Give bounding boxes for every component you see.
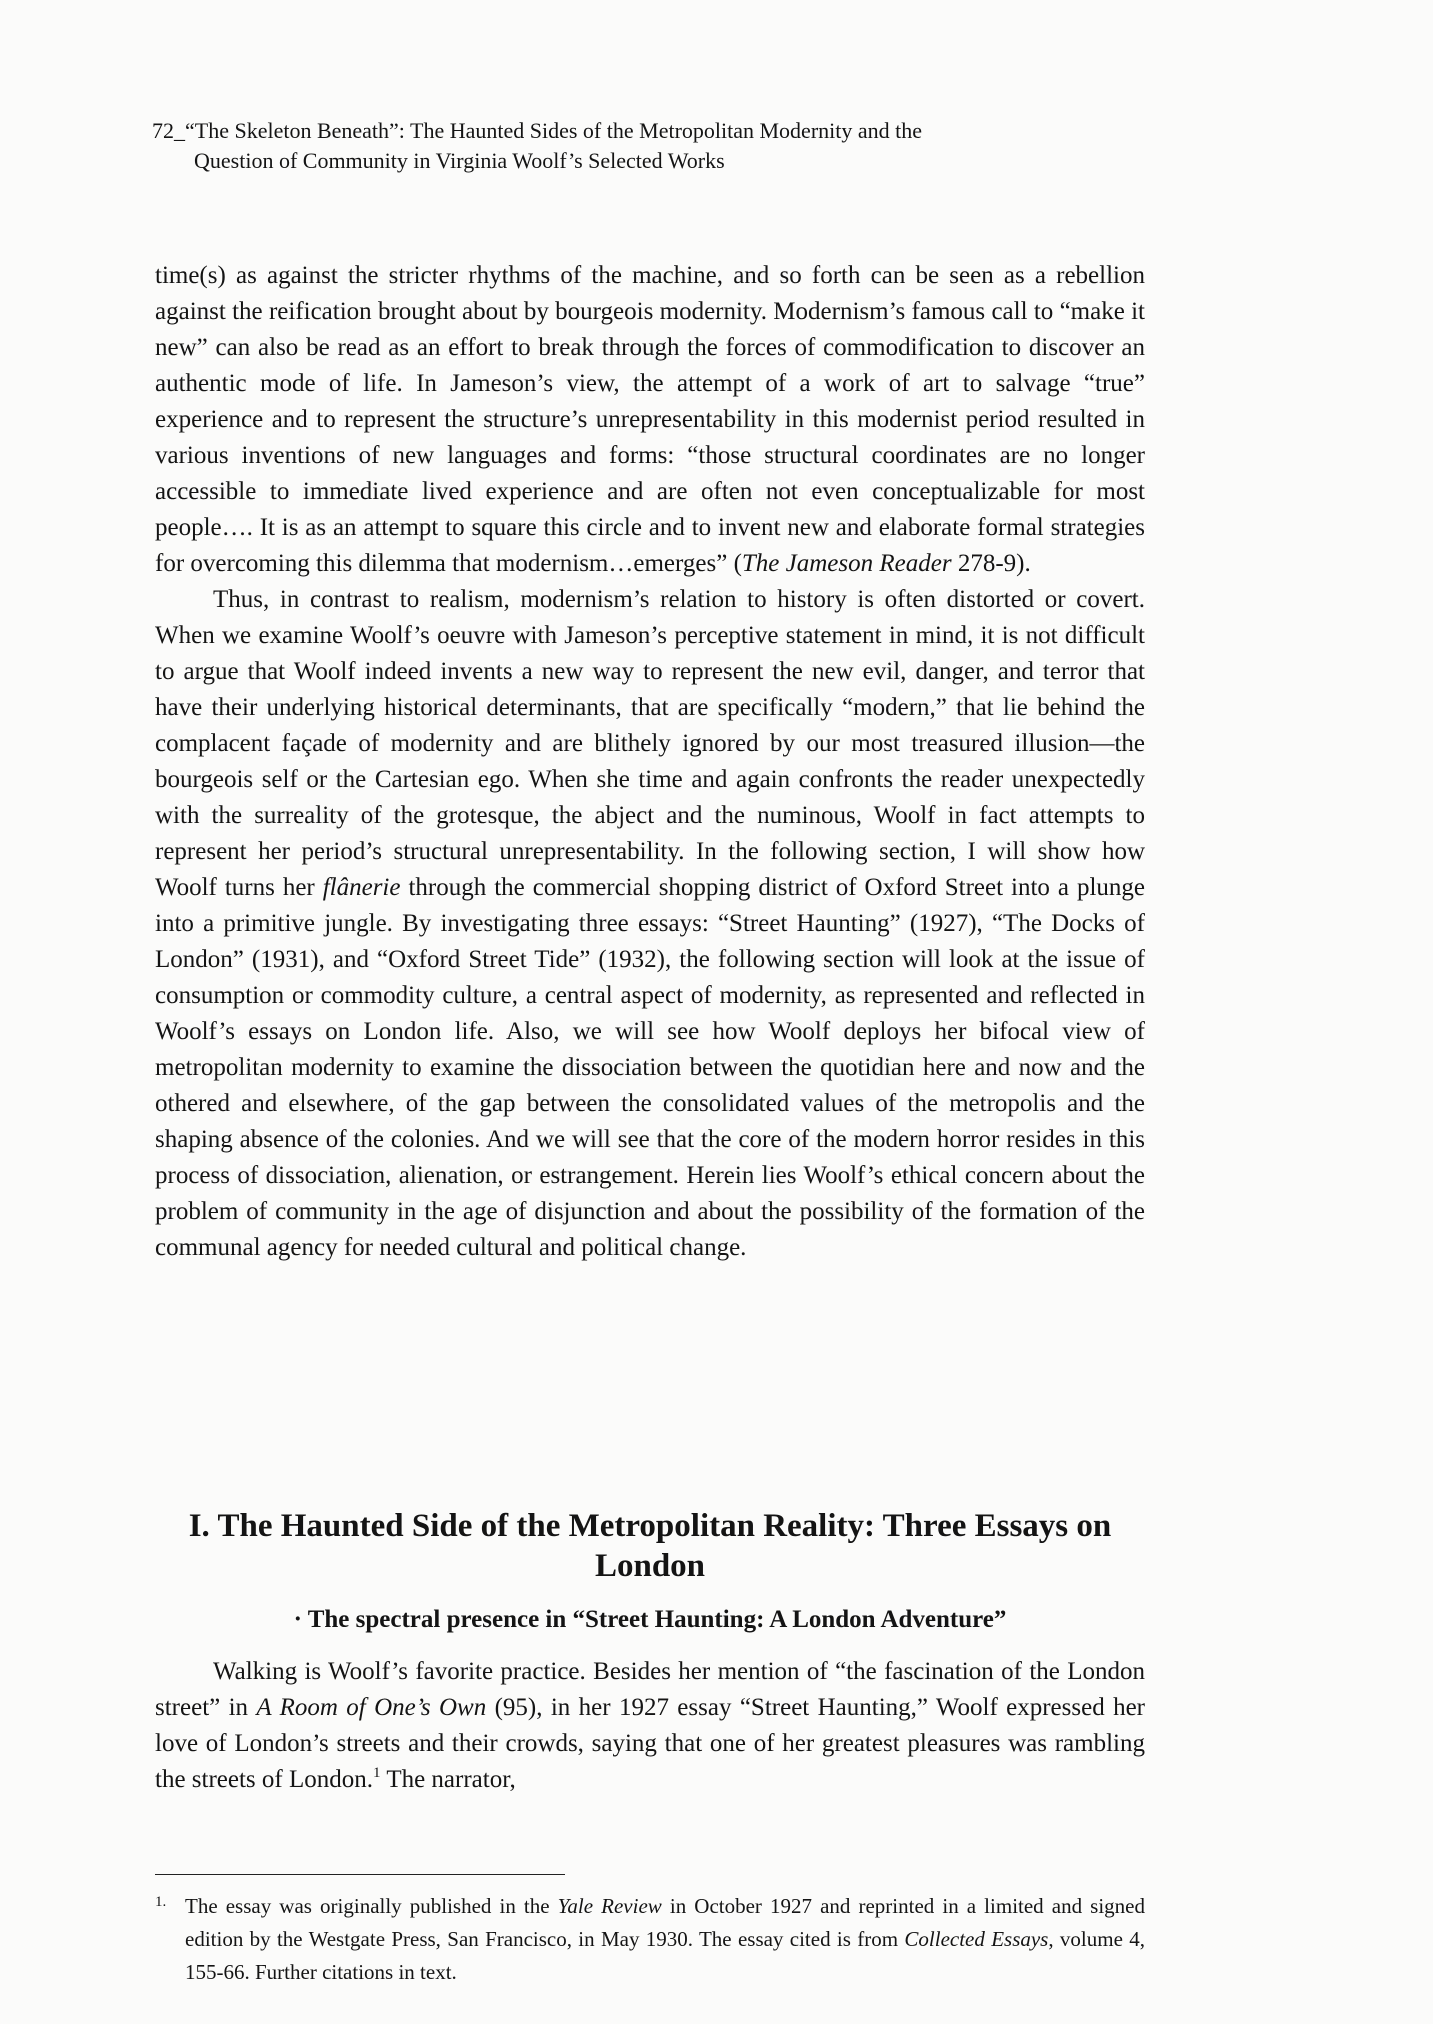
subsection-heading: · The spectral presence in “Street Haunting: A London Adventure” xyxy=(293,1606,1007,1633)
book-title: A Room of One’s Own xyxy=(256,1694,487,1721)
running-head-line-1: 72_“The Skeleton Beneath”: The Haunted Sides of the Metropolitan Modernity and the xyxy=(152,118,923,143)
journal-title: Yale Review xyxy=(557,1894,662,1918)
paragraph-text: (95), in her 1927 essay “Street Haunting,” Woolf expressed her love of London’s streets and their crowds, saying that one of her greatest pleasures was rambling the streets of London. xyxy=(155,1694,1145,1793)
paragraph-text: through the commercial shopping district of Oxford Street into a plunge into a primitive jungle. By investigating three essays: “Street Haunting” (1927), “The Docks of London” (1931), and “Oxford Street Tide” (1932), the following section will look at the issue of consumption or commodity culture, a central aspect of modernity, as represented and reflected in Woolf’s essays on London life. Also, we will see how Woolf deploys her bifocal view of metropolitan modernity to examine the dissociation between the quotidian here and now and the othered and elsewhere, of the gap between the consolidated values of the metropolis and the shaping absence of the colonies. And we will see that the core of the modern horror resides in this process of dissociation, alienation, or estrangement. Herein lies Woolf’s ethical concern about the problem of community in the age of disjunction and about the possibility of the formation of the communal agency for needed cultural and political change. xyxy=(155,874,1145,1261)
footnote-text: , volume 4, 155-66. Further citations in text. xyxy=(185,1927,1146,1984)
paragraph-text: Thus, in contrast to realism, modernism’s relation to history is often distorted or covert. When we examine Woolf’s oeuvre with Jameson’s perceptive statement in mind, it is not difficult to argue that Woolf indeed invents a new way to represent the new evil, danger, and terror that have their underlying historical determinants, that are specifically “modern,” that lie behind the complacent façade of modernity and are blithely ignored by our most treasured illusion—the bourgeois self or the Cartesian ego. When she time and again confronts the reader unexpectedly with the surreality of the grotesque, the abject and the numinous, Woolf in fact attempts to represent her period’s structural unrepresentability. In the following section, I will show how Woolf turns her xyxy=(155,586,1145,901)
paragraph xyxy=(155,1654,1145,1798)
citation-title: The Jameson Reader xyxy=(741,550,952,577)
paragraph-text: 278-9). xyxy=(951,550,1031,577)
collection-title: Collected Essays xyxy=(904,1927,1049,1951)
paragraph-text: time(s) as against the stricter rhythms of the machine, and so forth can be seen as a rebellion against the reification brought about by bourgeois modernity. Modernism’s famous call to “make it new” can also be read as an effort to break through the forces of commodification to discover an authentic mode of life. In Jameson’s view, the attempt of a work of art to salvage “true” experience and to represent the structure’s unrepresentability in this modernist period resulted in various inventions of new languages and forms: “those structural coordinates are no longer accessible to immediate lived experience and are often not even conceptualizable for most people…. It is as an attempt to square this circle and to invent new and elaborate formal strategies for overcoming this dilemma that modernism…emerges” ( xyxy=(155,262,1145,577)
paragraph-text: Walking is Woolf’s favorite practice. Besides her mention of “the fascination of the London street” in xyxy=(155,1658,1145,1721)
running-head xyxy=(152,116,1152,176)
paragraph-continuation xyxy=(155,258,1145,582)
running-head-line-2: Question of Community in Virginia Woolf’s Selected Works xyxy=(194,148,725,173)
footnote-text: in October 1927 and reprinted in a limited and signed edition by the Westgate Press, San Francisco, in May 1930. The essay cited is from xyxy=(185,1894,1145,1951)
section-text xyxy=(155,1654,1145,1798)
paragraph xyxy=(155,582,1145,1266)
italic-term: flânerie xyxy=(322,874,401,901)
footnote: 1. The essay was originally published in the Yale Review in October 1927 and reprinted in a limited and signed edition by the Westgate Press, San Francisco, in May 1930. The essay cited is from Collected Essays, volume 4, 155-66. Further citations in text. xyxy=(155,1894,1146,1984)
footnote-divider xyxy=(155,1874,565,1875)
footnote-text: The essay was originally published in the xyxy=(185,1894,558,1918)
paragraph-text: The narrator, xyxy=(380,1766,516,1793)
section-heading: I. The Haunted Side of the Metropolitan Reality: Three Essays on London xyxy=(188,1508,1112,1584)
main-text xyxy=(155,258,1145,1266)
footnote-reference[interactable]: 1 xyxy=(373,1765,381,1781)
